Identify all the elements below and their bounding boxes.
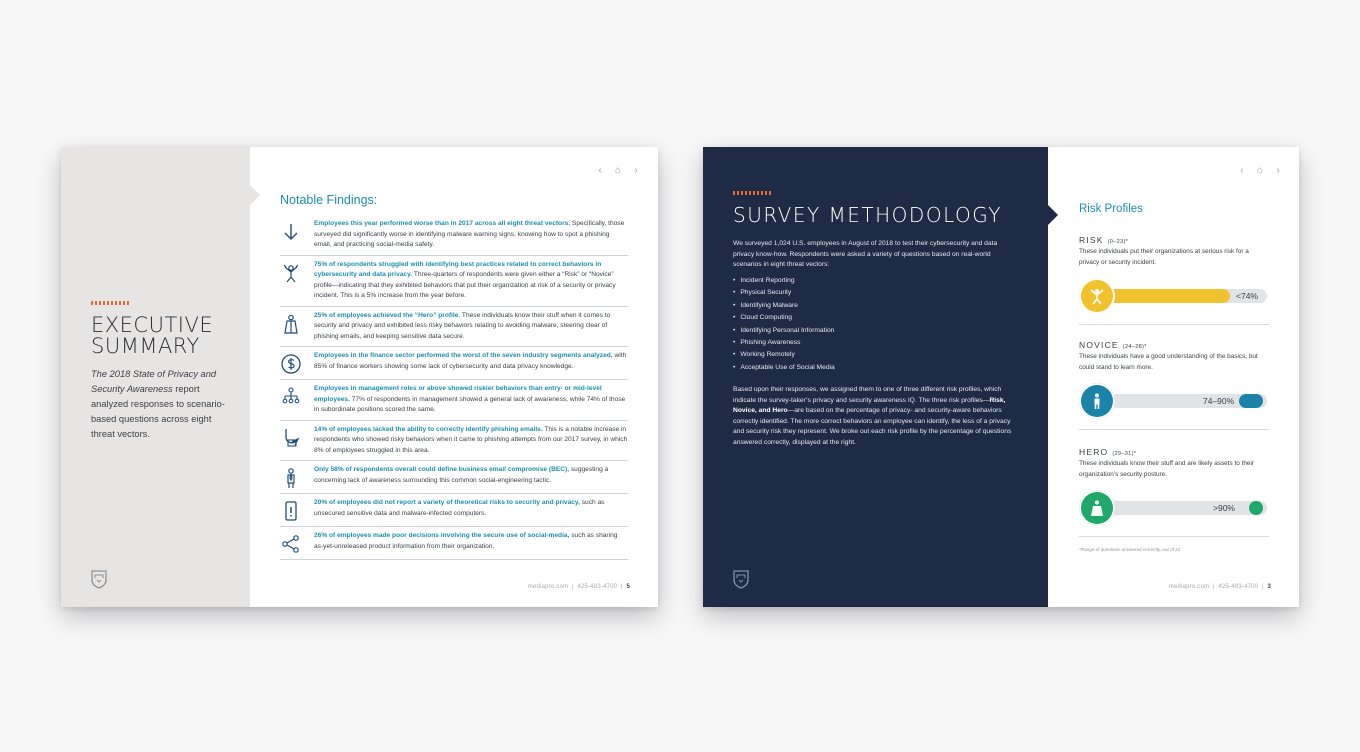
profile-description: These individuals know their stuff and are likely assets to their organization’s security posture. [1079,460,1255,478]
business-person-icon [280,465,314,489]
finding-text [314,219,628,251]
meter-value: <74% [1236,291,1258,301]
meter-value: >90% [1213,503,1235,513]
finding-text [314,531,628,552]
accent-bar [91,301,129,305]
finding-detail: such as unsecured sensitive data and malware-infected computers. [314,499,605,517]
finding-text [314,384,628,416]
page-title [91,315,241,357]
down-arrow-icon [280,219,314,243]
finding-headline: 26% of employees made poor decisions involving the secure use of social-media, [314,532,570,539]
title-line: SUMMARY [91,334,200,358]
profile-name [1079,235,1269,245]
footer-phone: 425-483-4700 [1218,584,1259,590]
finding-headline: 14% of employees lacked the ability to correctly identify phishing emails. [314,425,543,433]
finding-headline: 20% of employees did not report a variety of theoretical risks to security and privacy, [314,499,580,506]
profile-label: HERO [1079,447,1109,457]
finding-text [314,260,628,302]
profile-range: (0–23)* [1107,239,1129,245]
threat-vector-item: • Incident Reporting [733,275,835,287]
profile-description: These individuals put their organizations at serious risk for a privacy or security incident. [1079,248,1249,266]
profile-meter [1079,490,1269,526]
footer-site: mediapro.com [527,584,569,590]
profile-meter [1079,278,1269,314]
finding-headline: Employees in management roles or above showed riskier behaviors than entry- or mid-level employees. [314,385,602,403]
meter-track [1097,501,1267,515]
meter-fill [1097,289,1230,303]
threat-vector-item: • Phishing Awareness [733,337,835,349]
finding-headline: 75% of respondents struggled with identifying best practices related to correct behaviors in cybersecurity and data privacy. [314,260,602,278]
panel-pointer [250,185,260,205]
page-nav[interactable] [595,165,641,176]
finding-text [314,465,628,486]
finding-item [280,380,628,421]
finding-text [314,498,628,519]
dollar-icon [280,351,314,375]
footer-site: mediapro.com [1168,584,1210,590]
meter-fill [1249,501,1263,515]
finding-text [314,425,628,457]
profile-meter [1079,383,1269,419]
org-chart-icon [280,384,314,408]
section-title: Notable Findings: [280,193,378,207]
finding-item [280,494,628,527]
panel-pointer [1048,205,1058,225]
paragraph-text: Based upon their responses, we assigned them to one of three different risk profiles, which indicate the survey-taker’s privacy and security awareness IQ. The three risk profiles— [733,386,1002,404]
profile-range: (24–28)* [1122,344,1147,350]
page-title: SURVEY METHODOLOGY [733,203,1002,227]
page-number: 5 [626,584,630,590]
shield-logo-icon [90,569,108,589]
threat-vector-item: • Identifying Malware [733,300,835,312]
threat-vector-item: • Acceptable Use of Social Media [733,362,835,374]
profile-figure-icon [1079,490,1115,526]
finding-detail: such as sharing as-yet-unreleased product information from their organization. [314,532,618,550]
page-nav[interactable] [1237,165,1283,176]
threat-vector-item: • Physical Security [733,287,835,299]
page-number: 3 [1267,584,1271,590]
share-icon [280,531,314,555]
finding-detail: This is a notable increase in respondents who showed risky behaviors when it came to phishing attempts from our 2017 survey, in which 8% of employees struggled in this area. [314,425,628,454]
threat-vector-item: • Cloud Computing [733,312,835,324]
profile-label: NOVICE [1079,340,1119,350]
phishing-hook-icon [280,425,314,449]
finding-headline: Employees this year performed worse than in 2017 across all eight threat vectors. [314,220,571,227]
profile-range: (29–31)* [1112,451,1137,457]
risk-person-icon [280,260,314,284]
finding-item [280,215,628,256]
meter-fill [1239,394,1263,408]
finding-text [314,351,628,372]
intro-paragraph: We surveyed 1,024 U.S. employees in August of 2018 to test their cybersecurity and data privacy know-how. Respondents were asked a variety of questions based on real-world scenarios in eight threat vectors: [733,240,998,269]
finding-headline: Employees in the finance sector performed the worst of the seven industry segments analyzed, [314,352,613,359]
paragraph-text: —are based on the percentage of privacy- and security-aware behaviors correctly identified. The more correct behaviors an employee can identify, the less of a privacy and security risk they represent. We broke out each risk profile by the percentage of questions answered correctly, displayed at the right. [733,407,1012,446]
summary-description [91,367,231,442]
report-name: The 2018 State of Privacy and Security Awareness [91,369,217,394]
finding-item [280,307,628,348]
profile-description: These individuals have a good understanding of the basics, but could stand to learn more. [1079,353,1258,371]
finding-item [280,347,628,380]
finding-item [280,421,628,462]
page-footer: mediapro.com | 425-483-4700 | 3 [1168,584,1271,590]
profile-figure-icon [1079,278,1115,314]
hero-icon [280,311,314,335]
description-text: report analyzed responses to scenario-based questions across eight threat vectors. [91,384,225,439]
findings-list [280,215,628,560]
profile-label: RISK [1079,235,1104,245]
meter-value: 74–90% [1203,396,1235,406]
chevron-right-icon[interactable]: › [634,165,638,176]
finding-detail: with 85% of finance workers showing some lack of cybersecurity and data privacy knowledge. [314,352,627,370]
finding-headline: 25% of employees achieved the “Hero” profile. [314,311,461,319]
risk-profile-hero [1079,447,1269,537]
shield-logo-icon [732,569,750,589]
home-icon[interactable]: ⌂ [614,165,622,176]
finding-detail: These individuals know their stuff when it comes to security and privacy and exhibited less risky behaviors relating to avoiding malware, steering clear of phishing emails, and keeping sensitive data secure. [314,311,611,340]
title-line: EXECUTIVE [91,313,214,337]
threat-vector-item: • Working Remotely [733,349,835,361]
finding-item [280,461,628,494]
executive-summary-page [61,147,658,607]
page-footer: mediapro.com | 425-483-4700 | 5 [527,584,630,590]
profile-name [1079,447,1269,457]
profile-figure-icon [1079,383,1115,419]
threat-vector-item: • Identifying Personal Information [733,325,835,337]
home-icon[interactable]: ⌂ [1256,165,1264,176]
risk-profile-novice [1079,340,1269,430]
profile-name [1079,340,1269,350]
finding-detail: Specifically, those surveyed did significantly worse in identifying malware warning signs, knowing how to spot a phishing email, and practicing social-media safety. [314,220,625,248]
finding-detail: Three-quarters of respondents were given either a “Risk” or “Novice” profile—indicating that they exhibited behaviors that put their organization at risk of a security or privacy incident. This is a 5% increase from the year before. [314,271,616,299]
risk-profile-risk [1079,235,1269,325]
chevron-left-icon[interactable]: ‹ [598,165,602,176]
chevron-left-icon[interactable]: ‹ [1240,165,1244,176]
accent-bar [733,191,771,195]
summary-sidebar [61,147,250,607]
finding-item [280,256,628,307]
footer-phone: 425-483-4700 [577,584,618,590]
profile-names: Risk, Novice, and Hero [733,396,1006,415]
finding-detail: suggesting a concerning lack of awareness surrounding this common social-engineering tactic. [314,466,609,484]
chevron-right-icon[interactable]: › [1276,165,1280,176]
threat-vector-list [733,275,835,374]
finding-detail: 77% of respondents in management showed a general lack of awareness, while 74% of those in subordinate positions scored the same. [314,395,626,413]
footnote: *Range of questions answered correctly, out of 31 [1079,547,1181,552]
risk-profiles-title: Risk Profiles [1079,203,1143,215]
warning-phone-icon [280,498,314,522]
finding-headline: Only 58% of respondents overall could define business email compromise (BEC), [314,466,570,473]
survey-methodology-page [703,147,1299,607]
profiles-paragraph [733,385,1018,449]
finding-text [314,311,628,343]
finding-item [280,527,628,560]
methodology-panel [703,147,1048,607]
